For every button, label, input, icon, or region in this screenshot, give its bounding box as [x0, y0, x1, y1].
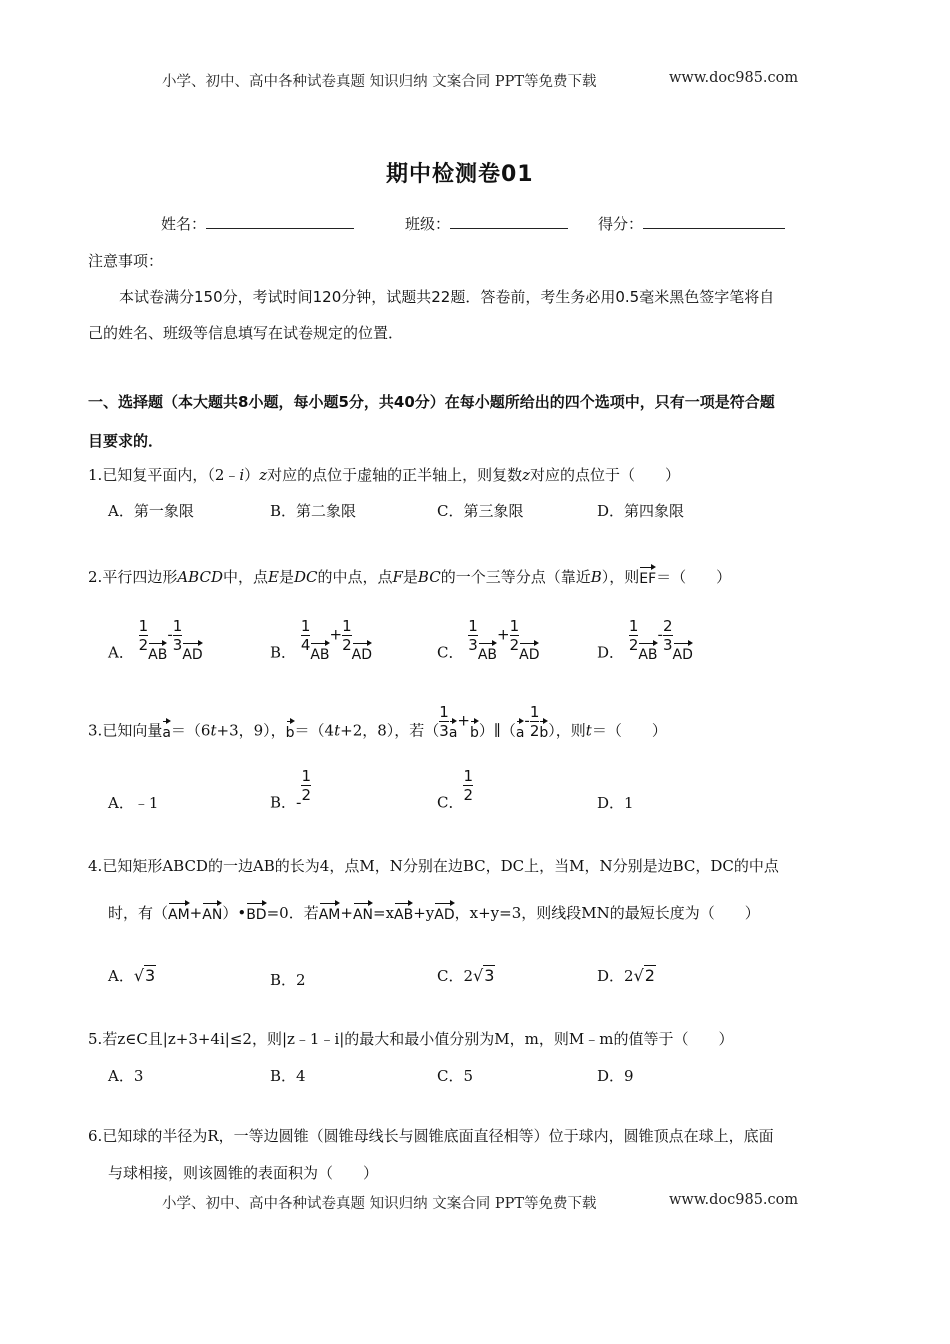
score-label: 得分： — [598, 215, 644, 233]
name-field — [161, 213, 354, 234]
section1-line-1: 一、选择题（本大题共8小题，每小题5分，共40分）在每小题所给出的四个选项中，只有一项是符合题 — [88, 393, 775, 411]
score-blank[interactable] — [643, 214, 785, 229]
page-title: 期中检测卷01 — [386, 162, 534, 187]
notice-heading: 注意事项： — [88, 252, 164, 270]
question-6-line-1: 6.已知球的半径为R，一等边圆锥（圆锥母线长与圆锥底面直径相等）位于球内，圆锥顶点在球上，底面 — [88, 1127, 774, 1145]
question-5-stem: 5.若z∈C且|z+3+4i|≤2，则|z﹣1﹣i|的最大和最小值分别为M，m，则M﹣m的值等于（ ） — [88, 1030, 734, 1048]
q1-option-b[interactable]: B．第二象限 — [270, 502, 357, 520]
q2-option-b[interactable]: B． $\frac{1}{4}$ AB+ $\frac{1}{2}$ AD — [270, 617, 373, 663]
section1-line-2: 目要求的． — [88, 432, 164, 450]
q2-option-a[interactable]: A． $\frac{1}{2}$ AB- $\frac{1}{3}$ AD — [108, 617, 203, 663]
q3-option-c[interactable]: C． $\frac{1}{2}$ — [437, 767, 474, 812]
header-url[interactable]: www.doc985.com — [669, 70, 799, 86]
q3-option-b[interactable]: B．- $\frac{1}{2}$ — [270, 767, 311, 812]
question-3-stem: 3.已知向量a＝（6t+3，9），b＝（4t+2，8），若（ $\frac{1}{3}$ a+b）∥（a- $\frac{1}{2}$ b），则t＝（ ） — [88, 703, 667, 741]
q1-option-d[interactable]: D．第四象限 — [597, 502, 685, 520]
header-text: 小学、初中、高中各种试卷真题 知识归纳 文案合同 PPT等免费下载 — [162, 74, 597, 90]
question-2-stem: 2.平行四边形ABCD中，点E是DC的中点，点F是BC的一个三等分点（靠近B），则EF＝（ ） — [88, 564, 731, 587]
q5-option-b[interactable]: B．4 — [270, 1067, 306, 1085]
q1-option-a[interactable]: A．第一象限 — [108, 502, 194, 520]
footer-url[interactable]: www.doc985.com — [669, 1192, 799, 1208]
class-field — [405, 213, 568, 234]
q2-option-d[interactable]: D． $\frac{1}{2}$ AB- $\frac{2}{3}$ AD — [597, 617, 693, 663]
score-field — [598, 213, 785, 234]
question-4-line-2: 时，有（AM+AN）•BD=0．若AM+AN=xAB+yAD，x+y=3，则线段MN的最短长度为（ ） — [108, 900, 760, 923]
q3-option-a[interactable]: A．﹣1 — [108, 794, 159, 812]
q4-option-a[interactable]: A．√3 — [108, 966, 156, 985]
q2-option-c[interactable]: C． $\frac{1}{3}$ AB+ $\frac{1}{2}$ AD — [437, 617, 540, 663]
class-blank[interactable] — [450, 214, 568, 229]
q5-option-a[interactable]: A．3 — [108, 1067, 144, 1085]
notice-line-2: 己的姓名、班级等信息填写在试卷规定的位置． — [88, 324, 404, 342]
question-1-stem: 1.已知复平面内，（2﹣i）z对应的点位于虚轴的正半轴上，则复数z对应的点位于（ ） — [88, 466, 681, 484]
q5-option-d[interactable]: D．9 — [597, 1067, 634, 1085]
notice-line-1: 本试卷满分150分，考试时间120分钟，试题共22题．答卷前，考生务必用0.5毫米黑色签字笔将自 — [119, 288, 775, 306]
q4-option-b[interactable]: B．2 — [270, 971, 306, 989]
name-label: 姓名： — [161, 215, 207, 233]
question-4-line-1: 4.已知矩形ABCD的一边AB的长为4，点M，N分别在边BC，DC上，当M，N分别是边BC，DC的中点 — [88, 857, 779, 875]
footer-text: 小学、初中、高中各种试卷真题 知识归纳 文案合同 PPT等免费下载 — [162, 1196, 597, 1212]
question-6-line-2: 与球相接，则该圆锥的表面积为（ ） — [108, 1164, 379, 1182]
vector-ef: EF — [639, 564, 656, 587]
q3-option-d[interactable]: D．1 — [597, 794, 634, 812]
name-blank[interactable] — [206, 214, 354, 229]
q4-option-d[interactable]: D．2√2 — [597, 966, 655, 985]
q5-option-c[interactable]: C．5 — [437, 1067, 474, 1085]
class-label: 班级： — [405, 215, 451, 233]
q4-option-c[interactable]: C．2√3 — [437, 966, 495, 985]
q1-option-c[interactable]: C．第三象限 — [437, 502, 524, 520]
